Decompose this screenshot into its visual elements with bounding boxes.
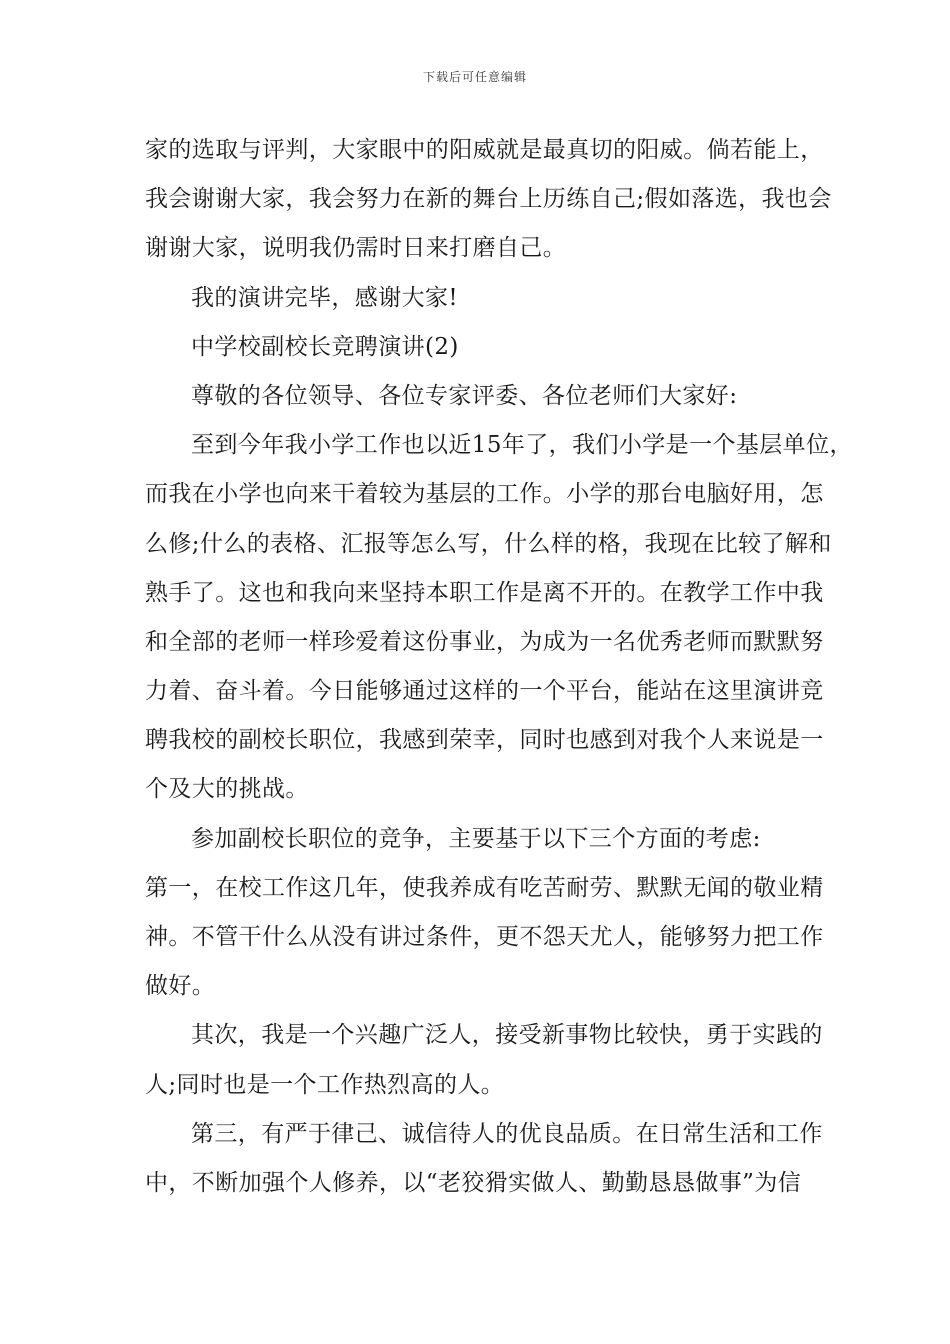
text-line: 至到今年我小学工作也以近15年了，我们小学是一个基层单位， (191, 432, 853, 459)
text-line: 其次，我是一个兴趣广泛人，接受新事物比较快，勇于实践的 (191, 1022, 823, 1049)
text-line: 做好。 (145, 973, 216, 1000)
text-line: 家的选取与评判，大家眼中的阳威就是最真切的阳威。倘若能上， (145, 137, 824, 163)
text-line: 参加副校长职位的竞争，主要基于以下三个方面的考虑: (191, 825, 761, 852)
section-title: 中学校副校长竞聘演讲(2) (191, 333, 459, 360)
text-line: 人;同时也是一个工作热烈高的人。 (145, 1071, 505, 1098)
document-body (145, 126, 853, 1208)
text-line: 和全部的老师一样珍爱着这份事业，为成为一名优秀老师而默默努 (145, 628, 824, 655)
text-line: 而我在小学也向来干着较为基层的工作。小学的那台电脑好用，怎 (145, 481, 824, 508)
text-line: 第三，有严于律己、诚信待人的优良品质。在日常生活和工作 (191, 1120, 823, 1147)
closing-line: 我的演讲完毕，感谢大家! (191, 284, 459, 311)
text-line: 我会谢谢大家，我会努力在新的舞台上历练自己;假如落选，我也会 (145, 186, 832, 213)
text-line: 力着、奋斗着。今日能够通过这样的一个平台，能站在这里演讲竞 (145, 678, 824, 705)
text-line: 谢谢大家，说明我仍需时日来打磨自己。 (145, 235, 567, 262)
text-line: 熟手了。这也和我向来坚持本职工作是离不开的。在教学工作中我 (145, 579, 824, 606)
text-line: 个及大的挑战。 (145, 776, 309, 803)
text-line: 么修;什么的表格、汇报等怎么写，什么样的格，我现在比较了解和 (145, 530, 832, 557)
text-line: 聘我校的副校长职位，我感到荣幸，同时也感到对我个人来说是一 (145, 727, 824, 754)
salutation: 尊敬的各位领导、各位专家评委、各位老师们大家好: (191, 382, 738, 409)
text-line: 神。不管干什么从没有讲过条件，更不怨天尤人，能够努力把工作 (145, 924, 824, 950)
page-header-note: 下载后可任意编辑 (422, 70, 527, 84)
text-line: 中，不断加强个人修养，以“老狡猾实做人、勤勤恳恳做事”为信 (145, 1169, 802, 1196)
text-line: 第一，在校工作这几年，使我养成有吃苦耐劳、默默无闻的敬业精 (145, 874, 824, 901)
